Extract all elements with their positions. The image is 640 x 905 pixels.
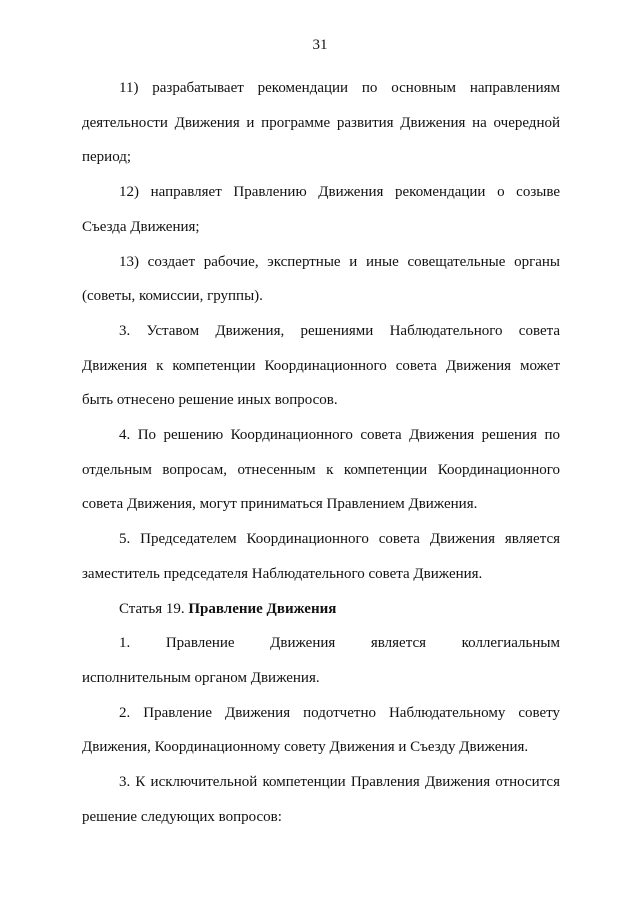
paragraph-item-11: 11) разрабатывает рекомендации по основным направлениям деятельности Движения и программе развития Движения на очередной период; [82, 80, 560, 166]
paragraph-item-12: 12) направляет Правлению Движения рекомендации о созыве Съезда Движения; [82, 184, 560, 235]
article-paragraph-1-word: коллегиальным [461, 635, 560, 652]
paragraph-clause-3: 3. Уставом Движения, решениями Наблюдательного совета Движения к компетенции Координационного совета Движения может быть отнесено решение иных вопросов. [82, 322, 560, 409]
paragraph-clause-5: 5. Председателем Координационного совета Движения является заместитель председателя Наблюдательного совета Движения. [82, 531, 560, 582]
article-paragraph-1-word: является [370, 635, 427, 652]
article-paragraph-1-continuation: исполнительным органом Движения. [82, 669, 320, 686]
article-title: Правление Движения [188, 600, 337, 617]
article-paragraph-1-word: Правление [165, 635, 235, 652]
article-paragraph-1-word: 1. [119, 635, 131, 652]
document-body [82, 71, 560, 834]
paragraph-item-13: 13) создает рабочие, экспертные и иные совещательные органы (советы, комиссии, группы). [82, 253, 560, 305]
page-number: 31 [312, 37, 328, 53]
article-paragraph-1-first-line [119, 626, 560, 661]
article-paragraph-2: 2. Правление Движения подотчетно Наблюдательному совету Движения, Координационному совету Движения и Съезду Движения. [82, 704, 560, 756]
article-paragraph-1-word: Движения [270, 635, 336, 652]
article-prefix: Статья 19. [119, 600, 189, 617]
article-heading [82, 592, 560, 627]
article-paragraph-3: 3. К исключительной компетенции Правления Движения относится решение следующих вопросов: [82, 774, 560, 825]
paragraph-clause-4: 4. По решению Координационного совета Движения решения по отдельным вопросам, отнесенным к компетенции Координационного совета Движения, могут приниматься Правлением Движения. [82, 427, 560, 513]
